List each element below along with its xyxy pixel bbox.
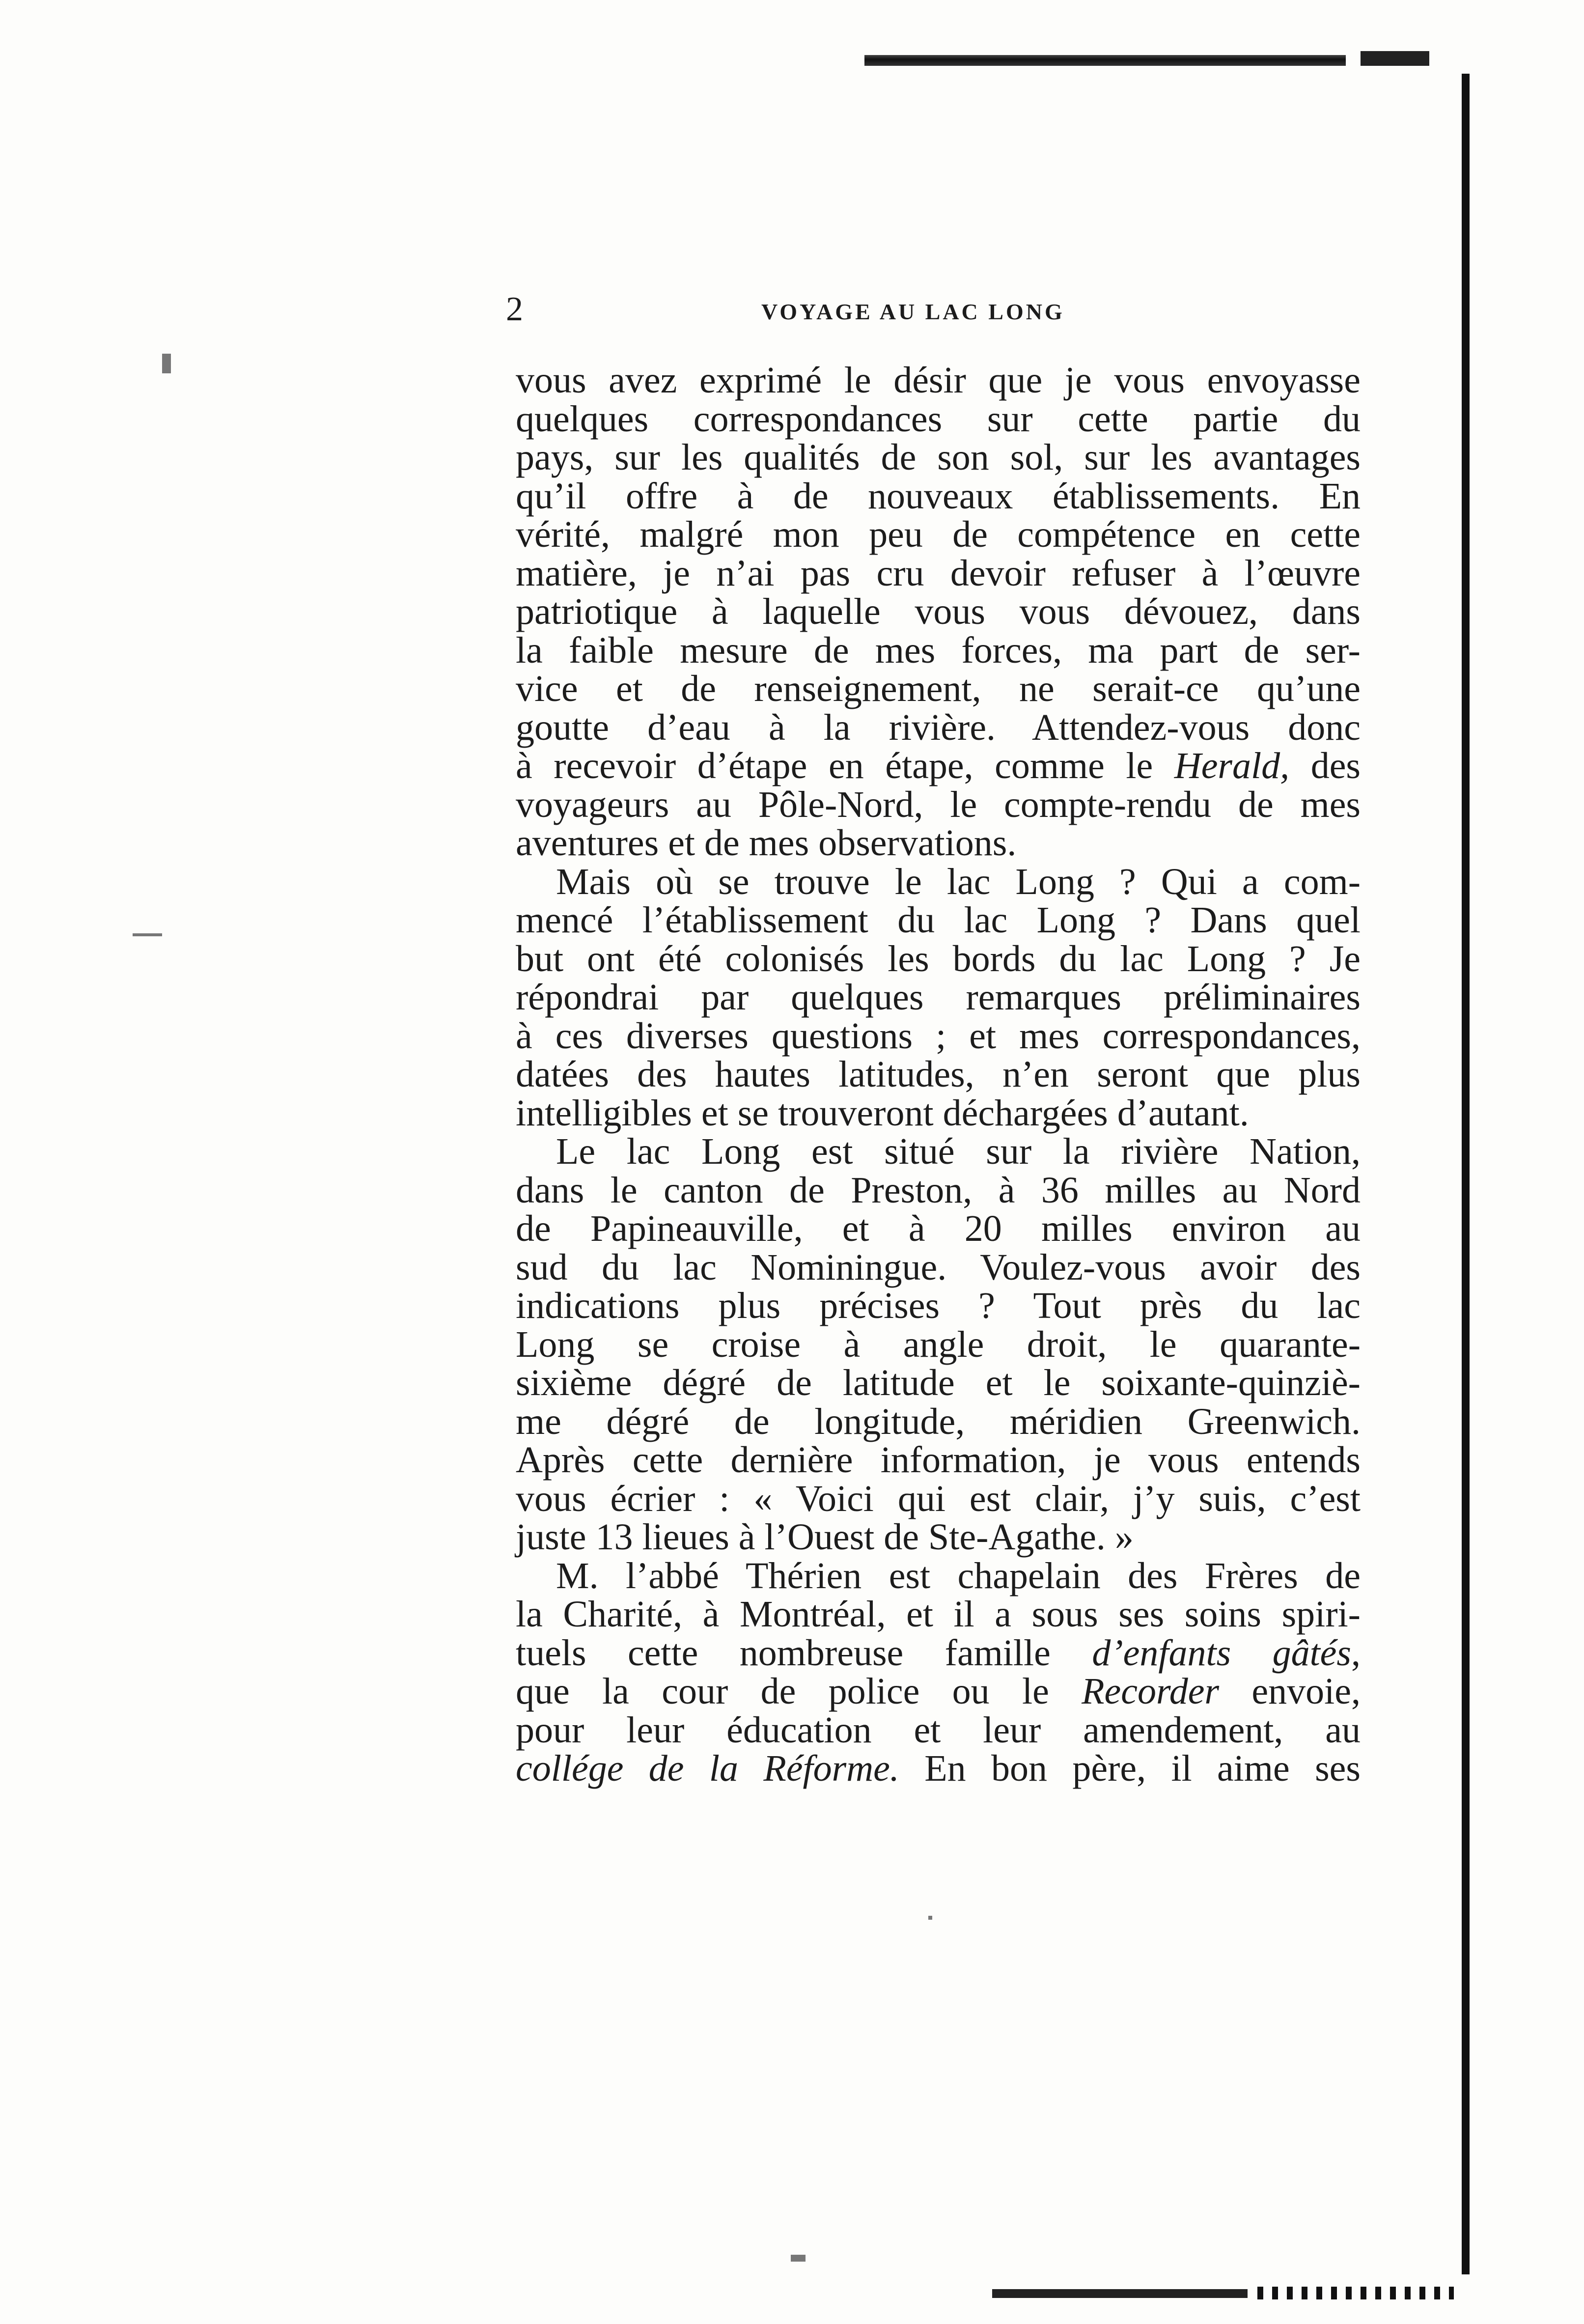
text-line: datées des hautes latitudes, n’en seront que plus (516, 1054, 1361, 1095)
text-line: but ont été colonisés les bords du lac Long ? Je (516, 938, 1361, 980)
text-line (516, 1672, 1361, 1711)
text-fragment: que la cour de police ou le (516, 1671, 1082, 1712)
text-line: qu’il offre à de nouveaux établissements. En (516, 475, 1361, 517)
text-line: voyageurs au Pôle-Nord, le compte-rendu de mes (516, 784, 1361, 825)
text-line: vous avez exprimé le désir que je vous envoyasse (516, 360, 1361, 401)
text-line: la faible mesure de mes forces, ma part de ser- (516, 629, 1361, 671)
scan-speck (791, 2255, 806, 2262)
scan-speck (133, 933, 162, 936)
text-line: répondrai par quelques remarques préliminaires (516, 977, 1361, 1018)
running-title: VOYAGE AU LAC LONG (761, 299, 1065, 324)
text-line: patriotique à laquelle vous vous dévouez, dans (516, 591, 1361, 632)
text-line: M. l’abbé Thérien est chapelain des Frères de (556, 1555, 1361, 1596)
italic-fragment: Recorder (1082, 1671, 1220, 1712)
text-line (516, 1634, 1361, 1673)
text-fragment: En bon père, il aime ses (899, 1748, 1361, 1789)
text-line: vous écrier : « Voici qui est clair, j’y suis, c’est (516, 1478, 1361, 1519)
scan-edge-top-mark (1361, 51, 1429, 66)
text-line: matière, je n’ai pas cru devoir refuser à l’œuvre (516, 552, 1361, 594)
text-line: juste 13 lieues à l’Ouest de Ste-Agathe. » (516, 1516, 1134, 1558)
text-line: quelques correspondances sur cette partie du (516, 398, 1361, 440)
text-line: la Charité, à Montréal, et il a sous ses soins spiri- (516, 1594, 1361, 1635)
italic-fragment: collége de la Réforme. (516, 1748, 899, 1789)
scan-speck (162, 354, 171, 373)
italic-fragment: Herald, (1174, 745, 1290, 786)
text-line: vice et de renseignement, ne serait-ce qu’une (516, 668, 1361, 709)
text-fragment: envoie, (1219, 1671, 1361, 1712)
text-line: dans le canton de Preston, à 36 milles au Nord (516, 1169, 1361, 1211)
text-line: goutte d’eau à la rivière. Attendez-vous donc (516, 706, 1361, 748)
text-line: pays, sur les qualités de son sol, sur les avantages (516, 437, 1361, 478)
text-line: sixième dégré de latitude et le soixante-quinziè- (516, 1362, 1361, 1403)
scan-edge-right-border (1462, 74, 1470, 2274)
text-fragment: tuels cette nombreuse famille (516, 1632, 1092, 1674)
scan-edge-bottom-ticks (1257, 2287, 1454, 2299)
body-text (516, 361, 1361, 1788)
text-fragment: à recevoir d’étape en étape, comme le (516, 745, 1174, 786)
text-line: Le lac Long est situé sur la rivière Nation, (556, 1131, 1361, 1172)
page-header (506, 290, 1365, 329)
text-line: Mais où se trouve le lac Long ? Qui a com- (556, 861, 1361, 902)
italic-fragment: d’enfants gâtés (1092, 1632, 1351, 1674)
page-number: 2 (506, 290, 523, 328)
text-line (516, 747, 1361, 785)
text-fragment: , (1351, 1632, 1361, 1674)
text-line: mencé l’établissement du lac Long ? Dans quel (516, 899, 1361, 941)
text-line (516, 1749, 1361, 1788)
scan-edge-top-bar (864, 55, 1346, 66)
text-line: Après cette dernière information, je vous entends (516, 1439, 1361, 1481)
text-line: vérité, malgré mon peu de compétence en cette (516, 514, 1361, 555)
text-line: indications plus précises ? Tout près du lac (516, 1285, 1361, 1326)
text-line: intelligibles et se trouveront déchargées d’autant. (516, 1092, 1249, 1134)
scan-edge-bottom-bar (992, 2289, 1248, 2298)
text-line: sud du lac Nominingue. Voulez-vous avoir des (516, 1246, 1361, 1288)
text-line: pour leur éducation et leur amendement, au (516, 1709, 1361, 1751)
text-fragment: des (1289, 745, 1361, 786)
text-line: Long se croise à angle droit, le quarante- (516, 1323, 1361, 1365)
text-line: aventures et de mes observations. (516, 822, 1017, 864)
text-line: me dégré de longitude, méridien Greenwich. (516, 1400, 1361, 1442)
text-line: à ces diverses questions ; et mes correspondances, (516, 1015, 1361, 1057)
text-line: de Papineauville, et à 20 milles environ au (516, 1208, 1361, 1249)
scan-speck (928, 1916, 932, 1920)
